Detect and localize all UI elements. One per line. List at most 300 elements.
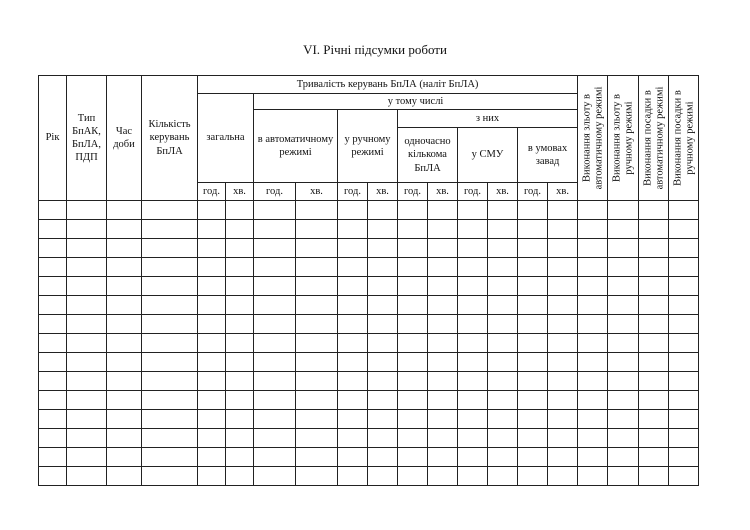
table-cell[interactable] [226, 372, 254, 391]
table-cell[interactable] [67, 410, 107, 429]
table-cell[interactable] [428, 220, 458, 239]
table-cell[interactable] [142, 353, 198, 372]
table-cell[interactable] [254, 448, 296, 467]
table-cell[interactable] [368, 334, 398, 353]
table-cell[interactable] [142, 448, 198, 467]
table-cell[interactable] [639, 448, 669, 467]
table-cell[interactable] [639, 467, 669, 486]
table-cell[interactable] [518, 258, 548, 277]
table-cell[interactable] [107, 467, 142, 486]
table-cell[interactable] [608, 201, 639, 220]
table-cell[interactable] [296, 201, 338, 220]
table-cell[interactable] [142, 410, 198, 429]
table-cell[interactable] [226, 353, 254, 372]
table-cell[interactable] [142, 201, 198, 220]
table-cell[interactable] [428, 410, 458, 429]
table-cell[interactable] [578, 391, 608, 410]
table-cell[interactable] [578, 258, 608, 277]
table-cell[interactable] [198, 296, 226, 315]
table-cell[interactable] [548, 315, 578, 334]
table-cell[interactable] [39, 239, 67, 258]
table-cell[interactable] [488, 315, 518, 334]
table-cell[interactable] [368, 372, 398, 391]
table-cell[interactable] [458, 448, 488, 467]
table-cell[interactable] [458, 201, 488, 220]
table-cell[interactable] [518, 201, 548, 220]
table-cell[interactable] [296, 258, 338, 277]
table-cell[interactable] [669, 410, 699, 429]
table-cell[interactable] [608, 448, 639, 467]
table-cell[interactable] [107, 334, 142, 353]
table-cell[interactable] [548, 429, 578, 448]
table-cell[interactable] [639, 372, 669, 391]
table-cell[interactable] [67, 258, 107, 277]
table-cell[interactable] [198, 467, 226, 486]
table-cell[interactable] [198, 353, 226, 372]
table-cell[interactable] [368, 315, 398, 334]
table-cell[interactable] [428, 391, 458, 410]
table-cell[interactable] [338, 467, 368, 486]
table-cell[interactable] [398, 296, 428, 315]
table-cell[interactable] [226, 258, 254, 277]
table-cell[interactable] [578, 239, 608, 258]
table-cell[interactable] [488, 391, 518, 410]
table-cell[interactable] [548, 201, 578, 220]
table-cell[interactable] [458, 277, 488, 296]
table-cell[interactable] [608, 239, 639, 258]
table-cell[interactable] [548, 353, 578, 372]
table-cell[interactable] [368, 467, 398, 486]
table-cell[interactable] [296, 353, 338, 372]
table-cell[interactable] [368, 296, 398, 315]
table-cell[interactable] [398, 315, 428, 334]
table-cell[interactable] [639, 429, 669, 448]
table-cell[interactable] [669, 220, 699, 239]
table-cell[interactable] [296, 391, 338, 410]
table-cell[interactable] [488, 448, 518, 467]
table-cell[interactable] [578, 467, 608, 486]
table-cell[interactable] [338, 220, 368, 239]
table-cell[interactable] [458, 372, 488, 391]
table-cell[interactable] [608, 467, 639, 486]
table-cell[interactable] [338, 448, 368, 467]
table-cell[interactable] [578, 201, 608, 220]
table-cell[interactable] [669, 201, 699, 220]
table-cell[interactable] [608, 353, 639, 372]
table-cell[interactable] [428, 334, 458, 353]
table-cell[interactable] [578, 448, 608, 467]
table-cell[interactable] [368, 448, 398, 467]
table-cell[interactable] [107, 353, 142, 372]
table-cell[interactable] [67, 429, 107, 448]
table-cell[interactable] [548, 220, 578, 239]
table-cell[interactable] [548, 277, 578, 296]
table-cell[interactable] [488, 353, 518, 372]
table-cell[interactable] [548, 467, 578, 486]
table-cell[interactable] [39, 296, 67, 315]
table-cell[interactable] [398, 467, 428, 486]
table-cell[interactable] [488, 258, 518, 277]
table-cell[interactable] [458, 467, 488, 486]
table-cell[interactable] [518, 410, 548, 429]
table-cell[interactable] [368, 277, 398, 296]
table-cell[interactable] [669, 372, 699, 391]
table-cell[interactable] [368, 239, 398, 258]
table-cell[interactable] [488, 239, 518, 258]
table-cell[interactable] [548, 391, 578, 410]
table-cell[interactable] [198, 220, 226, 239]
table-cell[interactable] [458, 429, 488, 448]
table-cell[interactable] [669, 277, 699, 296]
table-cell[interactable] [226, 201, 254, 220]
table-cell[interactable] [226, 277, 254, 296]
table-cell[interactable] [198, 391, 226, 410]
table-cell[interactable] [338, 239, 368, 258]
table-cell[interactable] [67, 277, 107, 296]
table-cell[interactable] [368, 391, 398, 410]
table-cell[interactable] [142, 429, 198, 448]
table-cell[interactable] [107, 277, 142, 296]
table-cell[interactable] [608, 296, 639, 315]
table-cell[interactable] [428, 315, 458, 334]
table-cell[interactable] [458, 410, 488, 429]
table-cell[interactable] [639, 258, 669, 277]
table-cell[interactable] [518, 353, 548, 372]
table-cell[interactable] [142, 467, 198, 486]
table-cell[interactable] [226, 334, 254, 353]
table-cell[interactable] [296, 220, 338, 239]
table-cell[interactable] [296, 448, 338, 467]
table-cell[interactable] [39, 410, 67, 429]
table-cell[interactable] [608, 410, 639, 429]
table-cell[interactable] [254, 467, 296, 486]
table-cell[interactable] [107, 201, 142, 220]
table-cell[interactable] [608, 372, 639, 391]
table-cell[interactable] [338, 391, 368, 410]
table-cell[interactable] [669, 315, 699, 334]
table-cell[interactable] [67, 334, 107, 353]
table-cell[interactable] [608, 258, 639, 277]
table-cell[interactable] [669, 296, 699, 315]
table-cell[interactable] [518, 372, 548, 391]
table-cell[interactable] [458, 315, 488, 334]
table-cell[interactable] [669, 391, 699, 410]
table-cell[interactable] [608, 429, 639, 448]
table-cell[interactable] [198, 315, 226, 334]
table-cell[interactable] [548, 296, 578, 315]
table-cell[interactable] [669, 334, 699, 353]
table-cell[interactable] [338, 296, 368, 315]
table-cell[interactable] [254, 391, 296, 410]
table-cell[interactable] [398, 220, 428, 239]
table-cell[interactable] [226, 467, 254, 486]
table-cell[interactable] [639, 334, 669, 353]
table-cell[interactable] [548, 239, 578, 258]
table-cell[interactable] [338, 353, 368, 372]
table-cell[interactable] [488, 372, 518, 391]
table-cell[interactable] [67, 201, 107, 220]
table-cell[interactable] [107, 448, 142, 467]
table-cell[interactable] [198, 258, 226, 277]
table-cell[interactable] [198, 334, 226, 353]
table-cell[interactable] [254, 258, 296, 277]
table-cell[interactable] [428, 258, 458, 277]
table-cell[interactable] [488, 410, 518, 429]
table-cell[interactable] [198, 201, 226, 220]
table-cell[interactable] [669, 353, 699, 372]
table-cell[interactable] [398, 410, 428, 429]
table-cell[interactable] [254, 239, 296, 258]
table-cell[interactable] [518, 296, 548, 315]
table-cell[interactable] [338, 429, 368, 448]
table-cell[interactable] [39, 334, 67, 353]
table-cell[interactable] [398, 353, 428, 372]
table-cell[interactable] [67, 296, 107, 315]
table-cell[interactable] [142, 334, 198, 353]
table-cell[interactable] [39, 429, 67, 448]
table-cell[interactable] [107, 410, 142, 429]
table-cell[interactable] [428, 467, 458, 486]
table-cell[interactable] [338, 410, 368, 429]
table-cell[interactable] [39, 220, 67, 239]
table-cell[interactable] [639, 220, 669, 239]
table-cell[interactable] [142, 315, 198, 334]
table-cell[interactable] [458, 220, 488, 239]
table-cell[interactable] [198, 372, 226, 391]
table-cell[interactable] [338, 372, 368, 391]
table-cell[interactable] [198, 410, 226, 429]
table-cell[interactable] [39, 201, 67, 220]
table-cell[interactable] [398, 334, 428, 353]
table-cell[interactable] [458, 334, 488, 353]
table-cell[interactable] [67, 315, 107, 334]
table-cell[interactable] [107, 220, 142, 239]
table-cell[interactable] [296, 467, 338, 486]
table-cell[interactable] [428, 429, 458, 448]
table-cell[interactable] [669, 429, 699, 448]
table-cell[interactable] [296, 372, 338, 391]
table-cell[interactable] [518, 239, 548, 258]
table-cell[interactable] [428, 296, 458, 315]
table-cell[interactable] [578, 220, 608, 239]
table-cell[interactable] [548, 334, 578, 353]
table-cell[interactable] [488, 296, 518, 315]
table-cell[interactable] [639, 201, 669, 220]
table-cell[interactable] [39, 448, 67, 467]
table-cell[interactable] [518, 334, 548, 353]
table-cell[interactable] [428, 201, 458, 220]
table-cell[interactable] [518, 277, 548, 296]
table-cell[interactable] [488, 201, 518, 220]
table-cell[interactable] [296, 296, 338, 315]
table-cell[interactable] [107, 239, 142, 258]
table-cell[interactable] [518, 429, 548, 448]
table-cell[interactable] [142, 296, 198, 315]
table-cell[interactable] [107, 391, 142, 410]
table-cell[interactable] [578, 372, 608, 391]
table-cell[interactable] [639, 391, 669, 410]
table-cell[interactable] [428, 239, 458, 258]
table-cell[interactable] [254, 429, 296, 448]
table-cell[interactable] [254, 220, 296, 239]
table-cell[interactable] [67, 467, 107, 486]
table-cell[interactable] [518, 220, 548, 239]
table-cell[interactable] [338, 315, 368, 334]
table-cell[interactable] [458, 258, 488, 277]
table-cell[interactable] [518, 391, 548, 410]
table-cell[interactable] [142, 258, 198, 277]
table-cell[interactable] [338, 201, 368, 220]
table-cell[interactable] [398, 258, 428, 277]
table-cell[interactable] [488, 334, 518, 353]
table-cell[interactable] [296, 429, 338, 448]
table-cell[interactable] [488, 429, 518, 448]
table-cell[interactable] [254, 372, 296, 391]
table-cell[interactable] [578, 353, 608, 372]
table-cell[interactable] [578, 315, 608, 334]
table-cell[interactable] [338, 334, 368, 353]
table-cell[interactable] [368, 258, 398, 277]
table-cell[interactable] [254, 334, 296, 353]
table-cell[interactable] [639, 353, 669, 372]
table-cell[interactable] [669, 239, 699, 258]
table-cell[interactable] [39, 258, 67, 277]
table-cell[interactable] [226, 296, 254, 315]
table-cell[interactable] [198, 239, 226, 258]
table-cell[interactable] [428, 277, 458, 296]
table-cell[interactable] [488, 277, 518, 296]
table-cell[interactable] [608, 391, 639, 410]
table-cell[interactable] [398, 372, 428, 391]
table-cell[interactable] [107, 429, 142, 448]
table-cell[interactable] [198, 429, 226, 448]
table-cell[interactable] [639, 239, 669, 258]
table-cell[interactable] [338, 277, 368, 296]
table-cell[interactable] [578, 334, 608, 353]
table-cell[interactable] [669, 258, 699, 277]
table-cell[interactable] [226, 410, 254, 429]
table-cell[interactable] [518, 315, 548, 334]
table-cell[interactable] [368, 201, 398, 220]
table-cell[interactable] [296, 277, 338, 296]
table-cell[interactable] [578, 296, 608, 315]
table-cell[interactable] [254, 201, 296, 220]
table-cell[interactable] [548, 258, 578, 277]
table-cell[interactable] [548, 372, 578, 391]
table-cell[interactable] [254, 353, 296, 372]
table-cell[interactable] [39, 391, 67, 410]
table-cell[interactable] [67, 448, 107, 467]
table-cell[interactable] [548, 448, 578, 467]
table-cell[interactable] [198, 277, 226, 296]
table-cell[interactable] [254, 315, 296, 334]
table-cell[interactable] [67, 239, 107, 258]
table-cell[interactable] [226, 429, 254, 448]
table-cell[interactable] [107, 315, 142, 334]
table-cell[interactable] [67, 391, 107, 410]
table-cell[interactable] [67, 220, 107, 239]
table-cell[interactable] [428, 353, 458, 372]
table-cell[interactable] [639, 315, 669, 334]
table-cell[interactable] [458, 353, 488, 372]
table-cell[interactable] [608, 315, 639, 334]
table-cell[interactable] [296, 315, 338, 334]
table-cell[interactable] [518, 448, 548, 467]
table-cell[interactable] [518, 467, 548, 486]
table-cell[interactable] [398, 239, 428, 258]
table-cell[interactable] [398, 391, 428, 410]
table-cell[interactable] [488, 220, 518, 239]
table-cell[interactable] [368, 220, 398, 239]
table-cell[interactable] [39, 372, 67, 391]
table-cell[interactable] [398, 277, 428, 296]
table-cell[interactable] [142, 220, 198, 239]
table-cell[interactable] [226, 315, 254, 334]
table-cell[interactable] [226, 391, 254, 410]
table-cell[interactable] [67, 353, 107, 372]
table-cell[interactable] [107, 258, 142, 277]
table-cell[interactable] [254, 410, 296, 429]
table-cell[interactable] [368, 429, 398, 448]
table-cell[interactable] [368, 353, 398, 372]
table-cell[interactable] [458, 296, 488, 315]
table-cell[interactable] [398, 429, 428, 448]
table-cell[interactable] [578, 277, 608, 296]
table-cell[interactable] [428, 372, 458, 391]
table-cell[interactable] [142, 372, 198, 391]
table-cell[interactable] [67, 372, 107, 391]
table-cell[interactable] [458, 239, 488, 258]
table-cell[interactable] [142, 391, 198, 410]
table-cell[interactable] [398, 448, 428, 467]
table-cell[interactable] [398, 201, 428, 220]
table-cell[interactable] [39, 467, 67, 486]
table-cell[interactable] [198, 448, 226, 467]
table-cell[interactable] [296, 239, 338, 258]
table-cell[interactable] [428, 448, 458, 467]
table-cell[interactable] [639, 296, 669, 315]
table-cell[interactable] [39, 353, 67, 372]
table-cell[interactable] [488, 467, 518, 486]
table-cell[interactable] [669, 467, 699, 486]
table-cell[interactable] [107, 372, 142, 391]
table-cell[interactable] [226, 220, 254, 239]
table-cell[interactable] [254, 277, 296, 296]
table-cell[interactable] [142, 239, 198, 258]
table-cell[interactable] [296, 334, 338, 353]
table-cell[interactable] [578, 410, 608, 429]
table-cell[interactable] [296, 410, 338, 429]
table-cell[interactable] [254, 296, 296, 315]
table-cell[interactable] [226, 239, 254, 258]
table-cell[interactable] [639, 277, 669, 296]
table-cell[interactable] [107, 296, 142, 315]
table-cell[interactable] [39, 277, 67, 296]
table-cell[interactable] [39, 315, 67, 334]
table-cell[interactable] [578, 429, 608, 448]
table-cell[interactable] [608, 277, 639, 296]
table-cell[interactable] [639, 410, 669, 429]
table-cell[interactable] [338, 258, 368, 277]
table-cell[interactable] [142, 277, 198, 296]
table-cell[interactable] [368, 410, 398, 429]
table-cell[interactable] [669, 448, 699, 467]
table-cell[interactable] [608, 334, 639, 353]
table-cell[interactable] [226, 448, 254, 467]
table-cell[interactable] [458, 391, 488, 410]
table-cell[interactable] [548, 410, 578, 429]
table-cell[interactable] [608, 220, 639, 239]
